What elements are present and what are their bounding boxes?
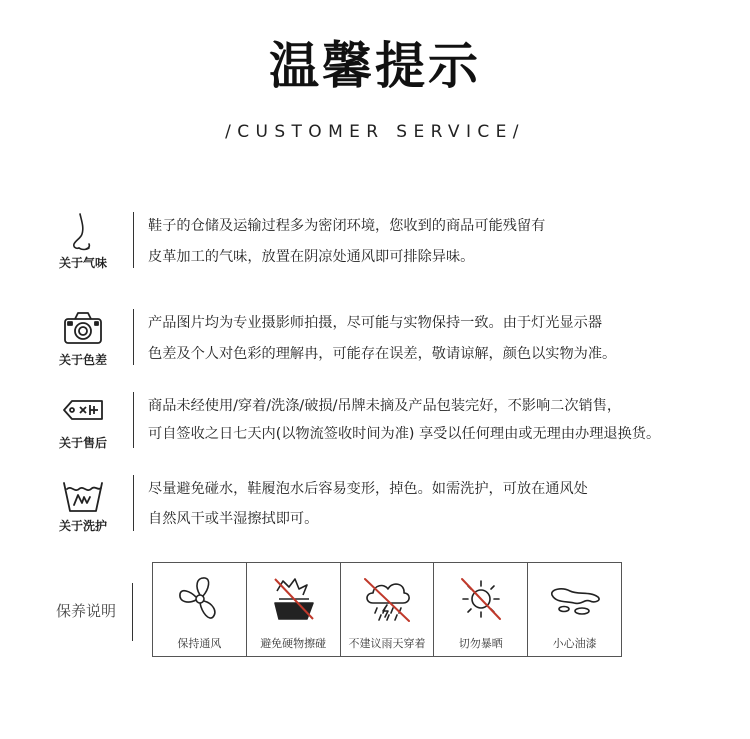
- notice-after-sales: [0, 392, 750, 452]
- care-label: 切勿暴晒: [458, 637, 503, 650]
- notice-line: 产品图片均为专业摄影师拍摄，尽可能与实物保持一致。由于灯光显示器: [148, 315, 603, 331]
- notice-label: 关于色差: [58, 353, 107, 367]
- page-title: 温馨提示: [269, 37, 481, 95]
- care-item-no-rain: [341, 563, 435, 656]
- oil-paint-icon: [544, 573, 606, 625]
- care-item-no-sun: [434, 563, 528, 656]
- care-item-paint: [528, 563, 621, 656]
- notice-washing: [0, 475, 750, 535]
- notice-smell: [0, 212, 750, 272]
- page-subtitle: /CUSTOMER SERVICE/: [225, 122, 525, 142]
- camera-icon: [60, 309, 106, 349]
- care-label: 不建议雨天穿着: [348, 637, 426, 650]
- notice-label: 关于售后: [58, 436, 107, 450]
- no-rain-icon: [357, 573, 419, 625]
- no-hard-object-icon: [263, 573, 325, 625]
- notice-line: 可自签收之日七天内(以物流签收时间为准) 享受以任何理由或无理由办理退换货。: [148, 426, 661, 442]
- notice-line: 皮革加工的气味，放置在阴凉处通风即可排除异味。: [148, 249, 475, 265]
- notice-line: 鞋子的仓储及运输过程多为密闭环境，您收到的商品可能残留有: [148, 218, 546, 234]
- nose-icon: [60, 212, 106, 252]
- care-item-no-hard-object: [247, 563, 341, 656]
- care-item-ventilate: [153, 563, 247, 656]
- divider: [133, 475, 134, 531]
- care-table: [152, 562, 622, 657]
- divider: [133, 212, 134, 268]
- notice-label: 关于气味: [58, 256, 107, 270]
- divider: [132, 583, 133, 641]
- care-label: 保持通风: [177, 637, 222, 650]
- handwash-icon: [60, 475, 106, 515]
- tag-icon: [60, 392, 106, 432]
- notice-line: 自然风干或半湿擦拭即可。: [148, 511, 319, 527]
- divider: [133, 309, 134, 365]
- notice-line: 色差及个人对色彩的理解冉，可能存在误差，敬请谅解，颜色以实物为准。: [148, 346, 617, 362]
- notice-color: [0, 309, 750, 369]
- care-label: 小心油漆: [552, 637, 597, 650]
- notice-label: 关于洗护: [58, 519, 107, 533]
- divider: [133, 392, 134, 448]
- care-title: 保养说明: [56, 602, 117, 620]
- notice-line: 尽量避免碰水，鞋履泡水后容易变形，掉色。如需洗护，可放在通风处: [148, 481, 588, 497]
- fan-icon: [169, 573, 231, 625]
- notice-line: 商品未经使用/穿着/洗涤/破损/吊牌未摘及产品包装完好，不影响二次销售，: [148, 398, 622, 414]
- no-sun-icon: [450, 573, 512, 625]
- care-label: 避免硬物擦碰: [260, 637, 327, 650]
